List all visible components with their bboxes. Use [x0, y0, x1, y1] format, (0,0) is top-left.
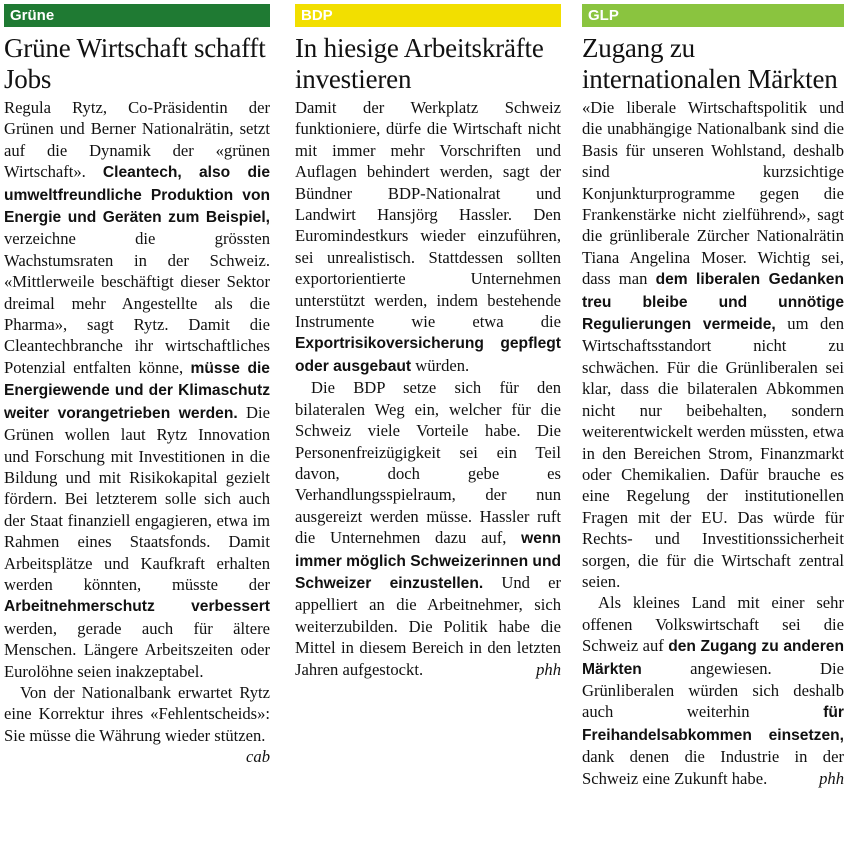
text: angewiesen. Die Grünliberalen würden sich deshalb auch weiterhin — [582, 658, 844, 722]
text: Damit der Werkplatz Schweiz funktioniere, dürfe die Wirtschaft nicht mit immer mehr Vorschriften und Auflagen behindert werden, sagt der Bündner BDP-Nationalrat und Landwirt Hansjörg Hassler. Den Euromindestkurs wieder einzuführen, sei unrealistisch. Stattdessen sollten exportorientierte Unternehmen unterstützt werden, indem bestehende Instrumente wie etwa die — [295, 98, 561, 332]
headline-glp: Zugang zu internationalen Märkten — [582, 33, 838, 94]
text: Regula Rytz, Co-Präsidentin der Grünen und Berner Nationalrätin, setzt auf die Dynamik der «grünen Wirtschaft». — [4, 98, 270, 182]
party-label-gruene: Grüne — [4, 4, 270, 27]
bold-text: für Freihandelsabkommen einsetzen, — [582, 704, 844, 744]
paragraph — [4, 682, 270, 767]
text: Die Grünen wollen laut Rytz Innovation und Forschung mit Investitionen in die Bildung und mit Risikokapital gezielt fördern. Bei letzterem solle sich auch der Staat finanziell engagieren, etwa im Rahmen eines Staatsfonds. Damit Arbeitsplätze und Kaufkraft erhalten werden könnten, müsste der — [4, 402, 271, 594]
text: dank denen die Industrie in der Schweiz eine Zukunft habe. — [582, 747, 844, 788]
article-body-bdp — [295, 97, 561, 680]
headline-bdp: In hiesige Arbeitskräfte investieren — [295, 33, 544, 94]
party-label-glp: GLP — [582, 4, 844, 27]
article-body-gruene — [4, 97, 271, 767]
column-bdp — [295, 4, 561, 680]
headline-gruene: Grüne Wirtschaft schafft Jobs — [4, 33, 266, 94]
text: Als kleines Land mit einer sehr offenen Volkswirtschaft sei die Schweiz auf — [582, 593, 844, 656]
text: verzeichne die grössten Wachstumsraten in der Schweiz. «Mittlerweile beschäftigt dieser Sektor dreimal mehr Angestellte als die Pharma», sagt Rytz. Damit die Cleantechbranche ihr wirtschaftliches Potenzial entfalten könne, — [4, 229, 270, 377]
author-signature: cab — [246, 747, 270, 767]
text: um den Wirtschaftsstandort nicht zu schwächen. Für die Grünliberalen sei klar, dass die bilateralen Abkommen nicht nur beibehalten, sondern weiterentwickelt werden müssten, etwa in den Bereichen Strom, Finanzmarkt oder Chemikalien. Dafür brauche es eine Regelung der institutionellen Fragen mit der EU. Das würde für Rechts- und Investitionssicherheit sorgen, die für die Wirtschaft zentral seien. — [582, 314, 844, 591]
author-signature: phh — [536, 659, 561, 679]
text: Und er appelliert an die Arbeitnehmer, sich weiterzubilden. Die Politik habe die Mittel in diesem Bereich in den letzten Jahren aufgestockt. — [295, 572, 561, 679]
bold-text: Arbeitnehmerschutz verbessert — [4, 598, 270, 616]
bold-text: Cleantech, also die umweltfreundliche Produktion von Energie und Geräten zum Beispiel, — [4, 164, 270, 227]
paragraph — [4, 97, 270, 682]
paragraph — [295, 97, 561, 377]
column-gruene — [4, 4, 270, 768]
text: «Die liberale Wirtschaftspolitik und die unabhängige Nationalbank sind die Basis für unseren Wohlstand, deshalb sind kurzsichtige Konjunkturprogramme gegen die Frankenstärke nicht zielführend», sagt die grünliberale Zürcher Nationalrätin Tiana Angelina Moser. Wichtig sei, dass man — [582, 98, 844, 289]
text: werden, gerade auch für ältere Menschen. Längere Arbeitszeiten oder Eurolöhne seien inakzeptabel. — [4, 618, 270, 681]
text: Die BDP setze sich für den bilateralen Weg ein, welcher für die Schweiz viele Vorteile habe. Die Personenfreizügigkeit sei ein Teil davon, doch gebe es Verhandlungsspielraum, der nun ausgereizt werden müsse. Hassler ruft die Unternehmen dazu auf, — [295, 378, 561, 548]
paragraph — [582, 97, 844, 592]
bold-text: müsse die Energiewende und der Klimaschutz weiter vorangetrieben werden. — [4, 359, 270, 422]
bold-text: dem liberalen Gedanken treu bleibe und unnötige Regulierungen vermeide, — [582, 271, 844, 334]
bold-text: den Zugang zu anderen Märkten — [582, 638, 844, 678]
article-body-glp — [582, 97, 844, 789]
text: würden. — [411, 355, 470, 375]
column-glp — [582, 4, 844, 789]
party-label-bdp: BDP — [295, 4, 561, 27]
bold-text: Exportrisikoversicherung gepflegt oder ausgebaut — [295, 335, 561, 375]
paragraph — [295, 377, 561, 680]
text: Von der Nationalbank erwartet Rytz eine Korrektur ihres «Fehlentscheids»: Sie müsse die Währung wieder stützen. — [4, 682, 270, 745]
author-signature: phh — [819, 768, 844, 788]
paragraph — [582, 592, 844, 789]
bold-text: wenn immer möglich Schweizerinnen und Schweizer einzustellen. — [295, 530, 562, 592]
